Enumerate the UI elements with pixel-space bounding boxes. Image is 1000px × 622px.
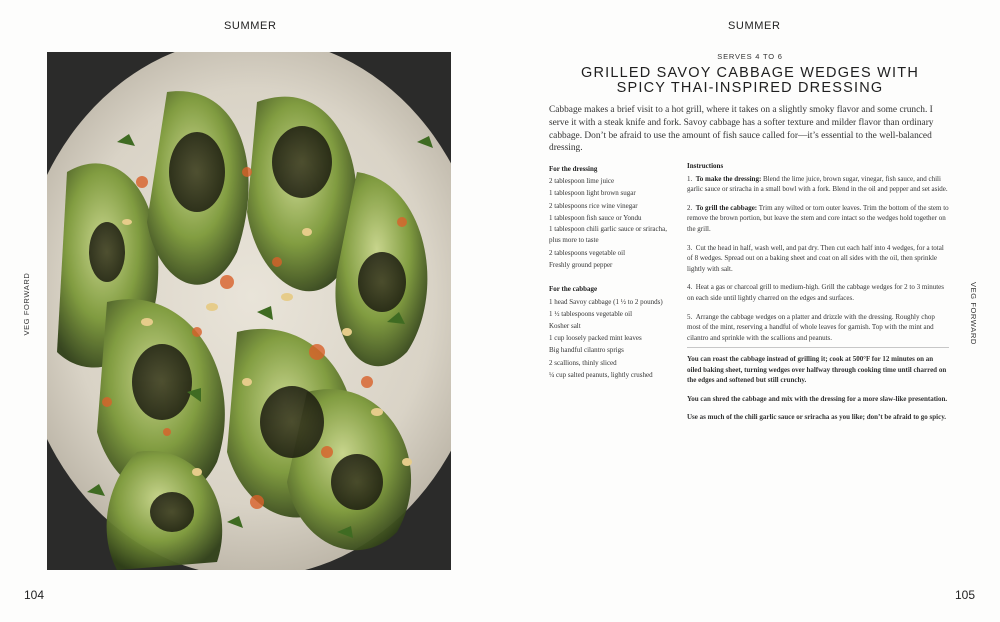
- ingredient-item: Kosher salt: [549, 322, 581, 331]
- cabbage-heading: For the cabbage: [549, 285, 598, 294]
- step-text: Blend the lime juice, brown sugar, vinegar, fish sauce, and chili garlic sauce or sriracha in a small bowl with a fork. Blend in the oil and pepper and set aside.: [687, 174, 948, 194]
- instruction-step: [687, 243, 949, 275]
- title-line-2: SPICY THAI-INSPIRED DRESSING: [616, 80, 884, 96]
- running-head-right: SUMMER: [728, 20, 781, 32]
- side-label-right: VEG FORWARD: [969, 282, 978, 345]
- instruction-step: [687, 282, 949, 303]
- tip-item: You can shred the cabbage and mix with the dressing for a more slaw-like presentation.: [687, 394, 948, 403]
- tip-item: Use as much of the chili garlic sauce or sriracha as you like; don’t be afraid to go spicy.: [687, 413, 947, 422]
- step-number: 2.: [687, 203, 693, 212]
- step-lead: To grill the cabbage:: [695, 203, 758, 212]
- tip-item: You can roast the cabbage instead of grilling it; cook at 500°F for 12 minutes on an oiled baking sheet, turning wedges over halfway through cooking time until charred on the edges and softened but still crunchy.: [687, 355, 947, 385]
- cabbage-ingredients: [549, 283, 675, 381]
- ingredient-item: 1 head Savoy cabbage (1 ½ to 2 pounds): [549, 297, 663, 306]
- page-number-right: 105: [955, 588, 976, 602]
- running-head-left: SUMMER: [224, 20, 277, 32]
- grilled-cabbage-photo: [47, 52, 451, 570]
- step-lead: To make the dressing:: [695, 174, 762, 183]
- title-line-1: GRILLED SAVOY CABBAGE WEDGES WITH: [581, 65, 919, 81]
- step-number: 1.: [687, 174, 693, 183]
- instructions-heading: Instructions: [687, 162, 724, 170]
- tips-divider: [687, 347, 949, 348]
- ingredient-item: 2 tablespoons vegetable oil: [549, 249, 626, 258]
- step-number: 3.: [687, 243, 693, 252]
- ingredient-item: Freshly ground pepper: [549, 261, 613, 270]
- step-text: Trim any wilted or torn outer leaves. Trim the bottom of the stem to remove the brown portion, but leave the stem and core intact so the wedges hold together on the grill.: [687, 203, 949, 233]
- ingredient-item: 1 ½ tablespoons vegetable oil: [549, 309, 633, 318]
- ingredient-item: 2 tablespoon lime juice: [549, 177, 615, 186]
- dressing-ingredients: [549, 163, 675, 271]
- step-text: Arrange the cabbage wedges on a platter and drizzle with the dressing. Roughly chop most of the mint, reserving a handful of whole leaves for garnish. Top with the mint and cilantro and sprinkle with the scallions and peanuts.: [687, 312, 935, 342]
- ingredient-item: Big handful cilantro sprigs: [549, 346, 624, 355]
- ingredient-item: 1 tablespoon chili garlic sauce or sriracha, plus more to taste: [549, 225, 667, 245]
- right-page: [500, 0, 1000, 622]
- ingredient-item: 1 tablespoon light brown sugar: [549, 189, 636, 198]
- ingredient-item: 2 tablespoons rice wine vinegar: [549, 201, 638, 210]
- instruction-step: [687, 203, 949, 235]
- step-number: 4.: [687, 283, 693, 292]
- step-text: Cut the head in half, wash well, and pat dry. Then cut each half into 4 wedges, for a total of 8 wedges. Spread out on a baking sheet and coat on all sides with the oil, then sprinkle lightly with salt.: [687, 243, 944, 273]
- instructions-column: [687, 161, 949, 351]
- ingredient-item: 1 tablespoon fish sauce or Yondu: [549, 213, 642, 222]
- ingredient-item: 2 scallions, thinly sliced: [549, 358, 617, 367]
- recipe-intro: Cabbage makes a brief visit to a hot grill, where it takes on a slightly smoky flavor and some crunch. I serve it with a steak knife and fork. Savoy cabbage has a softer texture and milder flavor than ordinary cabbage. Don’t be afraid to use the amount of fish sauce called for—it’s essential to the well-balanced dressing.: [549, 105, 934, 154]
- tips-block: [687, 354, 949, 431]
- instruction-step: [687, 174, 949, 195]
- step-number: 5.: [687, 312, 693, 321]
- instruction-step: [687, 312, 949, 344]
- ingredients-column: [549, 163, 675, 393]
- dressing-heading: For the dressing: [549, 165, 598, 173]
- ingredient-item: ¼ cup salted peanuts, lightly crushed: [549, 370, 653, 379]
- page-number-left: 104: [24, 588, 45, 602]
- side-label-left: VEG FORWARD: [22, 272, 31, 336]
- recipe-photo: [47, 52, 451, 570]
- recipe-title: [560, 66, 940, 96]
- step-text: Heat a gas or charcoal grill to medium-high. Grill the cabbage wedges for 2 to 3 minutes on each side until lightly charred on the edges and surfaces.: [687, 283, 944, 302]
- ingredient-item: 1 cup loosely packed mint leaves: [549, 334, 642, 343]
- serves-label: SERVES 4 TO 6: [717, 52, 783, 61]
